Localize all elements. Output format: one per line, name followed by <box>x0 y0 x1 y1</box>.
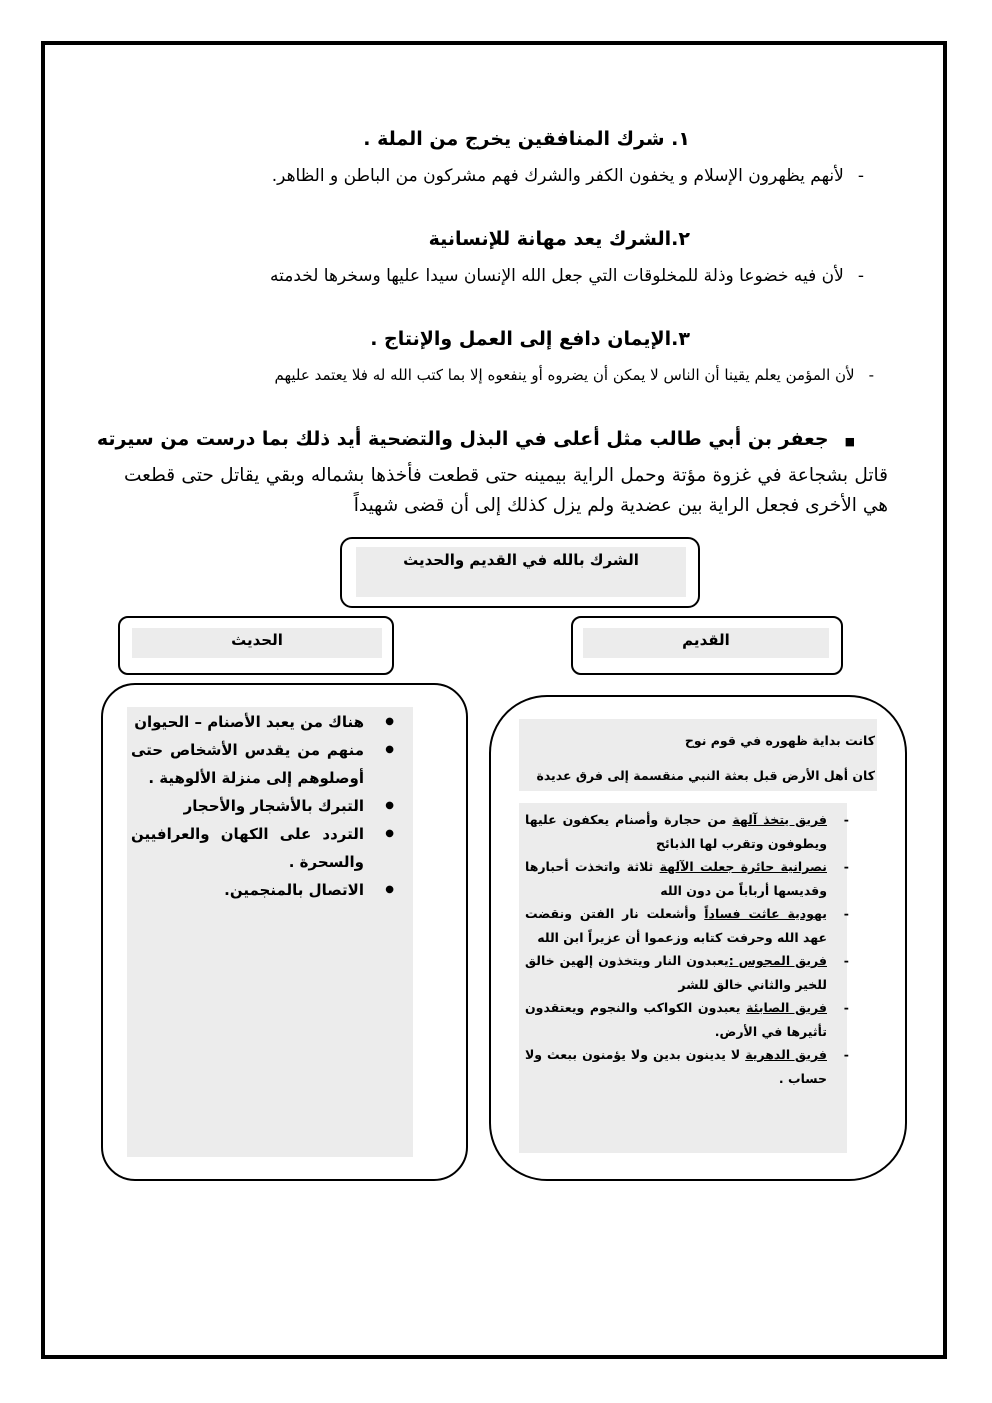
ancient-content-box <box>489 695 907 1181</box>
ancient-intro-line: كان أهل الأرض قبل بعثة النبي منقسمة إلى فرق عديدة <box>536 768 875 783</box>
section-2-title: ٢.الشرك يعد مهانة للإنسانية <box>428 228 690 250</box>
group-desc: وأشعلت نار الفتن ونقضت عهد الله وحرفت كتابه وزعموا أن عزيراً ابن الله <box>525 906 827 945</box>
section-3-text <box>275 366 875 384</box>
group-desc: لا يدينون بدين ولا يؤمنون ببعث ولا حساب . <box>525 1047 827 1086</box>
ancient-group-item <box>525 949 855 996</box>
ancient-group-item <box>525 902 855 949</box>
dash-marker: - <box>857 166 864 186</box>
section-2-text-content: لأن فيه خضوعا وذلة للمخلوقات التي جعل الله الإنسان سيدا عليها وسخرها لخدمته <box>269 266 844 286</box>
group-name: فريق يتخذ آلهة <box>732 812 827 827</box>
modern-list <box>131 708 394 904</box>
modern-content-box <box>101 683 468 1181</box>
group-desc: من حجارة وأصنام يعكفون عليها ويطوفون وتقرب لها الذبائح <box>525 812 827 851</box>
ancient-label: القديم <box>682 631 730 649</box>
section-3-title: ٣.الإيمان دافع إلى العمل والإنتاج . <box>370 328 690 350</box>
modern-item: ● الاتصال بالمنجمين. <box>131 876 394 904</box>
jaafar-paragraph: قاتل بشجاعة في غزوة مؤتة وحمل الراية بيمينه حتى قطعت فأخذها بشماله وبقي يقاتل حتى قطعت هي الأخرى فجعل الراية بين عضدية ولم يزل كذلك إلى أن قضى شهيداً <box>124 465 888 516</box>
ancient-group-item <box>525 808 855 855</box>
ancient-intro-line: كانت بداية ظهوره في قوم نوح <box>684 733 875 748</box>
ancient-groups-list <box>525 808 855 1090</box>
modern-item: ● التردد على الكهان والعرافيين والسحرة . <box>131 820 394 876</box>
ancient-group-item <box>525 1043 855 1090</box>
ancient-intro <box>519 723 875 793</box>
group-desc: يعبدون النار ويتخذون إلهين خالق للخير والثاني خالق للشر <box>525 953 827 992</box>
section-3-text-content: لأن المؤمن يعلم يقينا أن الناس لا يمكن أن يضروه أو ينفعوه إلا بما كتب الله له فلا يعتمد عليهم <box>274 366 855 384</box>
square-bullet-icon: ■ <box>844 435 855 448</box>
group-name: نصرانية حائرة جعلت الآلهة <box>659 859 827 874</box>
ancient-group-item <box>525 996 855 1043</box>
jaafar-title <box>97 428 855 450</box>
section-1-text-content: لأنهم يظهرون الإسلام و يخفون الكفر والشرك فهم مشركون من الباطن و الظاهر. <box>271 166 844 186</box>
modern-item: ● منهم من يقدس الأشخاص حتى أوصلوهم إلى منزلة الألوهية . <box>131 736 394 792</box>
group-name: فريق المجوس : <box>728 953 827 968</box>
diagram-title: الشرك بالله في القديم والحديث <box>403 551 639 569</box>
dash-marker: - <box>857 266 864 286</box>
modern-item: ● التبرك بالأشجار والأحجار <box>131 792 394 820</box>
group-name: فريق الصابئة <box>746 1000 827 1015</box>
group-name: يهودية عاثت فساداً <box>704 906 827 921</box>
ancient-label-box <box>571 616 843 675</box>
modern-item: ● هناك من يعبد الأصنام – الحيوان <box>131 708 394 736</box>
group-desc: يعبدون الكواكب والنجوم ويعتقدون تأثيرها في الأرض. <box>525 1000 827 1039</box>
group-name: فريق الدهرية <box>745 1047 827 1062</box>
section-2-text <box>270 266 864 286</box>
ancient-group-item <box>525 855 855 902</box>
group-desc: ثلاثة واتخذت أحبارها وقديسها أرباباً من دون الله <box>525 859 827 898</box>
dash-marker: - <box>868 366 874 384</box>
jaafar-title-text: جعفر بن أبي طالب مثل أعلى في البذل والتضحية أيد ذلك بما درست من سيرته <box>96 428 829 450</box>
modern-label-box <box>118 616 394 675</box>
section-1-title: ١. شرك المنافقين يخرج من الملة . <box>363 128 690 150</box>
modern-label: الحديث <box>231 631 283 649</box>
section-1-text <box>272 166 864 186</box>
diagram-title-box <box>340 537 700 608</box>
